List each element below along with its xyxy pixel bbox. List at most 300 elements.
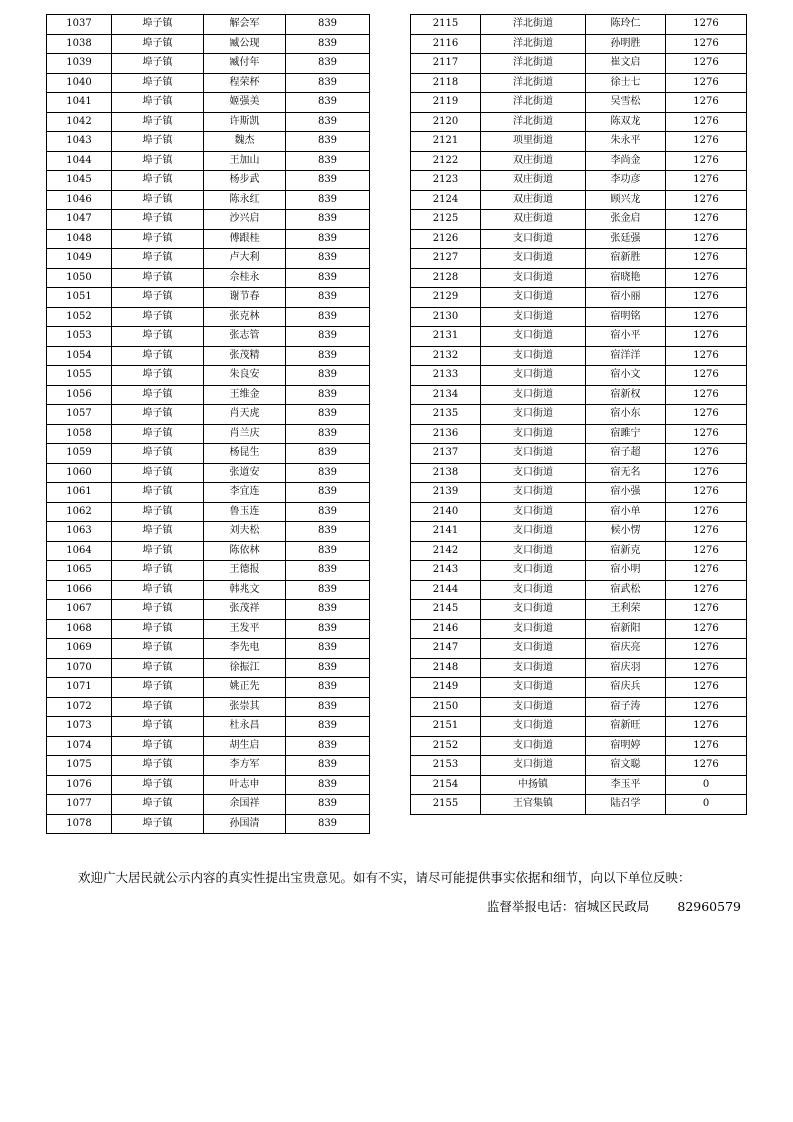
cell-serial: 2140 [411, 502, 481, 522]
cell-serial: 2153 [411, 756, 481, 776]
cell-serial: 2151 [411, 717, 481, 737]
cell-name: 胡生启 [204, 736, 286, 756]
table-row [47, 307, 370, 327]
cell-town: 洋北街道 [481, 112, 586, 132]
cell-name: 宿庆亮 [586, 639, 666, 659]
cell-serial: 1064 [47, 541, 112, 561]
cell-name: 宿子超 [586, 444, 666, 464]
cell-name: 宿庆兵 [586, 678, 666, 698]
table-row [411, 34, 747, 54]
table-row [411, 795, 747, 815]
cell-name: 李尚金 [586, 151, 666, 171]
cell-amount: 839 [286, 327, 370, 347]
table-row [411, 307, 747, 327]
cell-amount: 839 [286, 385, 370, 405]
cell-town: 支口街道 [481, 229, 586, 249]
table-row [47, 73, 370, 93]
cell-name: 宿武松 [586, 580, 666, 600]
cell-town: 埠子镇 [112, 756, 204, 776]
cell-town: 埠子镇 [112, 73, 204, 93]
cell-serial: 2144 [411, 580, 481, 600]
table-row [411, 658, 747, 678]
cell-amount: 839 [286, 795, 370, 815]
table-row [411, 15, 747, 35]
cell-amount: 1276 [666, 151, 747, 171]
cell-name: 崔文启 [586, 54, 666, 74]
cell-town: 洋北街道 [481, 93, 586, 113]
table-row [47, 327, 370, 347]
cell-serial: 2128 [411, 268, 481, 288]
cell-town: 支口街道 [481, 736, 586, 756]
cell-town: 埠子镇 [112, 424, 204, 444]
cell-serial: 2115 [411, 15, 481, 35]
cell-town: 埠子镇 [112, 444, 204, 464]
cell-name: 杜永昌 [204, 717, 286, 737]
cell-serial: 2152 [411, 736, 481, 756]
table-row [47, 268, 370, 288]
table-row [47, 405, 370, 425]
cell-town: 洋北街道 [481, 34, 586, 54]
cell-amount: 839 [286, 678, 370, 698]
cell-serial: 2130 [411, 307, 481, 327]
table-row [47, 366, 370, 386]
cell-name: 杨步武 [204, 171, 286, 191]
cell-serial: 1038 [47, 34, 112, 54]
cell-amount: 1276 [666, 190, 747, 210]
cell-name: 刘夫松 [204, 522, 286, 542]
cell-serial: 2149 [411, 678, 481, 698]
cell-town: 支口街道 [481, 658, 586, 678]
cell-town: 支口街道 [481, 444, 586, 464]
cell-amount: 1276 [666, 736, 747, 756]
cell-name: 李功彦 [586, 171, 666, 191]
cell-serial: 1063 [47, 522, 112, 542]
cell-town: 埠子镇 [112, 522, 204, 542]
cell-name: 宿新权 [586, 385, 666, 405]
cell-name: 徐振江 [204, 658, 286, 678]
cell-serial: 2119 [411, 93, 481, 113]
table-row [47, 736, 370, 756]
cell-amount: 839 [286, 522, 370, 542]
cell-serial: 1042 [47, 112, 112, 132]
cell-serial: 1071 [47, 678, 112, 698]
table-row [47, 288, 370, 308]
cell-name: 宿庆羽 [586, 658, 666, 678]
cell-serial: 1058 [47, 424, 112, 444]
cell-town: 埠子镇 [112, 697, 204, 717]
cell-serial: 1040 [47, 73, 112, 93]
cell-amount: 839 [286, 366, 370, 386]
cell-name: 陆召学 [586, 795, 666, 815]
cell-town: 支口街道 [481, 249, 586, 269]
cell-name: 姬强美 [204, 93, 286, 113]
cell-town: 支口街道 [481, 346, 586, 366]
table-row [47, 346, 370, 366]
cell-name: 谢节春 [204, 288, 286, 308]
cell-name: 姚正先 [204, 678, 286, 698]
table-row [411, 112, 747, 132]
table-row [411, 93, 747, 113]
cell-amount: 1276 [666, 112, 747, 132]
cell-name: 宿小东 [586, 405, 666, 425]
cell-serial: 2148 [411, 658, 481, 678]
cell-amount: 839 [286, 502, 370, 522]
table-row [47, 600, 370, 620]
cell-serial: 2123 [411, 171, 481, 191]
cell-serial: 1047 [47, 210, 112, 230]
cell-town: 埠子镇 [112, 112, 204, 132]
cell-amount: 839 [286, 697, 370, 717]
cell-town: 埠子镇 [112, 600, 204, 620]
table-row [47, 229, 370, 249]
cell-serial: 1050 [47, 268, 112, 288]
cell-amount: 1276 [666, 73, 747, 93]
cell-serial: 1062 [47, 502, 112, 522]
cell-town: 埠子镇 [112, 463, 204, 483]
table-row [47, 463, 370, 483]
cell-town: 支口街道 [481, 502, 586, 522]
table-row [411, 73, 747, 93]
table-row [47, 190, 370, 210]
cell-town: 埠子镇 [112, 502, 204, 522]
cell-town: 埠子镇 [112, 736, 204, 756]
cell-town: 支口街道 [481, 756, 586, 776]
cell-amount: 839 [286, 600, 370, 620]
cell-serial: 1068 [47, 619, 112, 639]
cell-amount: 839 [286, 151, 370, 171]
cell-amount: 1276 [666, 600, 747, 620]
cell-amount: 1276 [666, 366, 747, 386]
table-row [47, 171, 370, 191]
cell-amount: 1276 [666, 717, 747, 737]
cell-amount: 1276 [666, 444, 747, 464]
cell-serial: 1070 [47, 658, 112, 678]
cell-town: 埠子镇 [112, 307, 204, 327]
cell-serial: 1051 [47, 288, 112, 308]
cell-name: 佘桂永 [204, 268, 286, 288]
cell-serial: 2141 [411, 522, 481, 542]
cell-amount: 1276 [666, 639, 747, 659]
cell-name: 宿文聪 [586, 756, 666, 776]
cell-name: 宿新克 [586, 541, 666, 561]
cell-amount: 839 [286, 190, 370, 210]
cell-amount: 1276 [666, 405, 747, 425]
cell-serial: 2150 [411, 697, 481, 717]
table-row [411, 619, 747, 639]
cell-serial: 2120 [411, 112, 481, 132]
table-row [47, 580, 370, 600]
cell-amount: 1276 [666, 522, 747, 542]
table-row [47, 522, 370, 542]
cell-town: 支口街道 [481, 541, 586, 561]
cell-amount: 1276 [666, 229, 747, 249]
cell-serial: 2124 [411, 190, 481, 210]
cell-serial: 1074 [47, 736, 112, 756]
cell-name: 徐士七 [586, 73, 666, 93]
cell-name: 肖天虎 [204, 405, 286, 425]
cell-serial: 1061 [47, 483, 112, 503]
cell-amount: 839 [286, 424, 370, 444]
table-row [47, 717, 370, 737]
table-row [411, 775, 747, 795]
table-row [47, 775, 370, 795]
table-row [47, 619, 370, 639]
table-row [411, 54, 747, 74]
cell-amount: 839 [286, 775, 370, 795]
cell-name: 肖兰庆 [204, 424, 286, 444]
cell-amount: 1276 [666, 307, 747, 327]
cell-town: 支口街道 [481, 268, 586, 288]
table-row [411, 756, 747, 776]
cell-town: 埠子镇 [112, 210, 204, 230]
cell-serial: 1056 [47, 385, 112, 405]
table-row [47, 15, 370, 35]
table-row [47, 541, 370, 561]
cell-serial: 1055 [47, 366, 112, 386]
cell-name: 宿新旺 [586, 717, 666, 737]
cell-town: 支口街道 [481, 405, 586, 425]
table-row [47, 795, 370, 815]
cell-amount: 839 [286, 15, 370, 35]
cell-name: 宿明婷 [586, 736, 666, 756]
table-row [411, 190, 747, 210]
cell-serial: 2131 [411, 327, 481, 347]
cell-name: 李方军 [204, 756, 286, 776]
cell-serial: 2137 [411, 444, 481, 464]
table-row [411, 327, 747, 347]
cell-name: 韩兆文 [204, 580, 286, 600]
table-row [47, 112, 370, 132]
cell-serial: 1053 [47, 327, 112, 347]
cell-serial: 1073 [47, 717, 112, 737]
right-roster-table [410, 14, 747, 815]
cell-town: 埠子镇 [112, 151, 204, 171]
table-row [411, 366, 747, 386]
cell-amount: 839 [286, 268, 370, 288]
cell-serial: 1078 [47, 814, 112, 834]
cell-amount: 839 [286, 736, 370, 756]
cell-serial: 1046 [47, 190, 112, 210]
table-row [411, 288, 747, 308]
cell-town: 埠子镇 [112, 795, 204, 815]
cell-serial: 2145 [411, 600, 481, 620]
table-row [411, 736, 747, 756]
table-row [47, 385, 370, 405]
table-row [411, 639, 747, 659]
table-row [411, 346, 747, 366]
cell-name: 沙兴启 [204, 210, 286, 230]
cell-name: 陈永红 [204, 190, 286, 210]
cell-serial: 2126 [411, 229, 481, 249]
cell-amount: 839 [286, 112, 370, 132]
left-roster-body [47, 15, 370, 834]
cell-name: 王德报 [204, 561, 286, 581]
cell-serial: 2118 [411, 73, 481, 93]
cell-amount: 839 [286, 444, 370, 464]
cell-name: 宿雎宁 [586, 424, 666, 444]
cell-name: 王维金 [204, 385, 286, 405]
cell-amount: 839 [286, 405, 370, 425]
table-row [47, 483, 370, 503]
cell-town: 埠子镇 [112, 717, 204, 737]
table-row [47, 151, 370, 171]
cell-town: 埠子镇 [112, 385, 204, 405]
cell-amount: 1276 [666, 268, 747, 288]
table-row [411, 678, 747, 698]
cell-serial: 1052 [47, 307, 112, 327]
cell-amount: 1276 [666, 15, 747, 35]
hotline-label: 监督举报电话：宿城区民政局 [486, 899, 650, 914]
cell-name: 张廷强 [586, 229, 666, 249]
cell-town: 埠子镇 [112, 366, 204, 386]
cell-serial: 2135 [411, 405, 481, 425]
cell-serial: 2155 [411, 795, 481, 815]
table-row [411, 522, 747, 542]
cell-town: 埠子镇 [112, 171, 204, 191]
cell-town: 双庄街道 [481, 210, 586, 230]
table-row [47, 658, 370, 678]
cell-amount: 839 [286, 483, 370, 503]
cell-town: 埠子镇 [112, 34, 204, 54]
cell-town: 支口街道 [481, 697, 586, 717]
table-row [47, 756, 370, 776]
cell-town: 埠子镇 [112, 327, 204, 347]
cell-town: 双庄街道 [481, 190, 586, 210]
cell-name: 李玉平 [586, 775, 666, 795]
cell-name: 宿洋洋 [586, 346, 666, 366]
cell-name: 宿新胜 [586, 249, 666, 269]
cell-serial: 2127 [411, 249, 481, 269]
cell-amount: 1276 [666, 619, 747, 639]
cell-town: 埠子镇 [112, 580, 204, 600]
table-row [411, 502, 747, 522]
table-row [411, 697, 747, 717]
cell-town: 项里街道 [481, 132, 586, 152]
cell-town: 支口街道 [481, 483, 586, 503]
cell-town: 支口街道 [481, 678, 586, 698]
cell-amount: 839 [286, 288, 370, 308]
cell-serial: 2142 [411, 541, 481, 561]
cell-name: 宿子涛 [586, 697, 666, 717]
cell-town: 埠子镇 [112, 658, 204, 678]
cell-serial: 1041 [47, 93, 112, 113]
cell-name: 陈双龙 [586, 112, 666, 132]
cell-amount: 1276 [666, 541, 747, 561]
cell-town: 埠子镇 [112, 190, 204, 210]
cell-amount: 1276 [666, 658, 747, 678]
cell-serial: 2117 [411, 54, 481, 74]
cell-town: 支口街道 [481, 463, 586, 483]
cell-town: 支口街道 [481, 600, 586, 620]
cell-amount: 1276 [666, 756, 747, 776]
cell-serial: 1048 [47, 229, 112, 249]
cell-town: 支口街道 [481, 580, 586, 600]
cell-town: 双庄街道 [481, 151, 586, 171]
cell-amount: 0 [666, 775, 747, 795]
table-row [411, 717, 747, 737]
cell-name: 张崇其 [204, 697, 286, 717]
cell-serial: 2154 [411, 775, 481, 795]
cell-name: 李宜连 [204, 483, 286, 503]
cell-serial: 2132 [411, 346, 481, 366]
cell-amount: 839 [286, 210, 370, 230]
cell-name: 解会军 [204, 15, 286, 35]
cell-name: 王利荣 [586, 600, 666, 620]
cell-serial: 1039 [47, 54, 112, 74]
cell-town: 支口街道 [481, 717, 586, 737]
cell-serial: 1037 [47, 15, 112, 35]
table-row [47, 93, 370, 113]
cell-town: 埠子镇 [112, 678, 204, 698]
cell-amount: 839 [286, 171, 370, 191]
cell-amount: 1276 [666, 210, 747, 230]
cell-town: 埠子镇 [112, 268, 204, 288]
cell-name: 朱良安 [204, 366, 286, 386]
cell-town: 双庄街道 [481, 171, 586, 191]
table-row [47, 249, 370, 269]
cell-name: 陈玲仁 [586, 15, 666, 35]
cell-name: 陈依林 [204, 541, 286, 561]
cell-town: 支口街道 [481, 327, 586, 347]
cell-amount: 1276 [666, 502, 747, 522]
cell-name: 余国祥 [204, 795, 286, 815]
cell-amount: 839 [286, 541, 370, 561]
cell-amount: 1276 [666, 327, 747, 347]
table-row [47, 444, 370, 464]
cell-amount: 839 [286, 93, 370, 113]
table-row [411, 151, 747, 171]
cell-name: 鲁玉连 [204, 502, 286, 522]
cell-town: 埠子镇 [112, 288, 204, 308]
cell-amount: 839 [286, 73, 370, 93]
cell-name: 宿小丽 [586, 288, 666, 308]
cell-amount: 1276 [666, 34, 747, 54]
cell-name: 魏杰 [204, 132, 286, 152]
cell-amount: 839 [286, 814, 370, 834]
cell-serial: 1045 [47, 171, 112, 191]
cell-serial: 2139 [411, 483, 481, 503]
cell-name: 杨昆生 [204, 444, 286, 464]
cell-serial: 2129 [411, 288, 481, 308]
cell-town: 埠子镇 [112, 93, 204, 113]
cell-name: 叶志申 [204, 775, 286, 795]
cell-name: 孙国清 [204, 814, 286, 834]
table-row [47, 502, 370, 522]
cell-serial: 1076 [47, 775, 112, 795]
cell-amount: 1276 [666, 132, 747, 152]
cell-amount: 1276 [666, 385, 747, 405]
table-row [411, 541, 747, 561]
cell-town: 埠子镇 [112, 229, 204, 249]
cell-town: 埠子镇 [112, 561, 204, 581]
cell-town: 埠子镇 [112, 132, 204, 152]
table-row [411, 249, 747, 269]
cell-amount: 1276 [666, 54, 747, 74]
cell-serial: 1072 [47, 697, 112, 717]
cell-name: 宿小明 [586, 561, 666, 581]
cell-amount: 839 [286, 580, 370, 600]
cell-town: 埠子镇 [112, 483, 204, 503]
cell-name: 李先电 [204, 639, 286, 659]
cell-amount: 839 [286, 463, 370, 483]
cell-name: 臧公现 [204, 34, 286, 54]
cell-name: 宿无名 [586, 463, 666, 483]
table-row [47, 561, 370, 581]
table-row [411, 405, 747, 425]
hotline-line [487, 897, 741, 915]
cell-name: 张金启 [586, 210, 666, 230]
cell-name: 宿晓艳 [586, 268, 666, 288]
